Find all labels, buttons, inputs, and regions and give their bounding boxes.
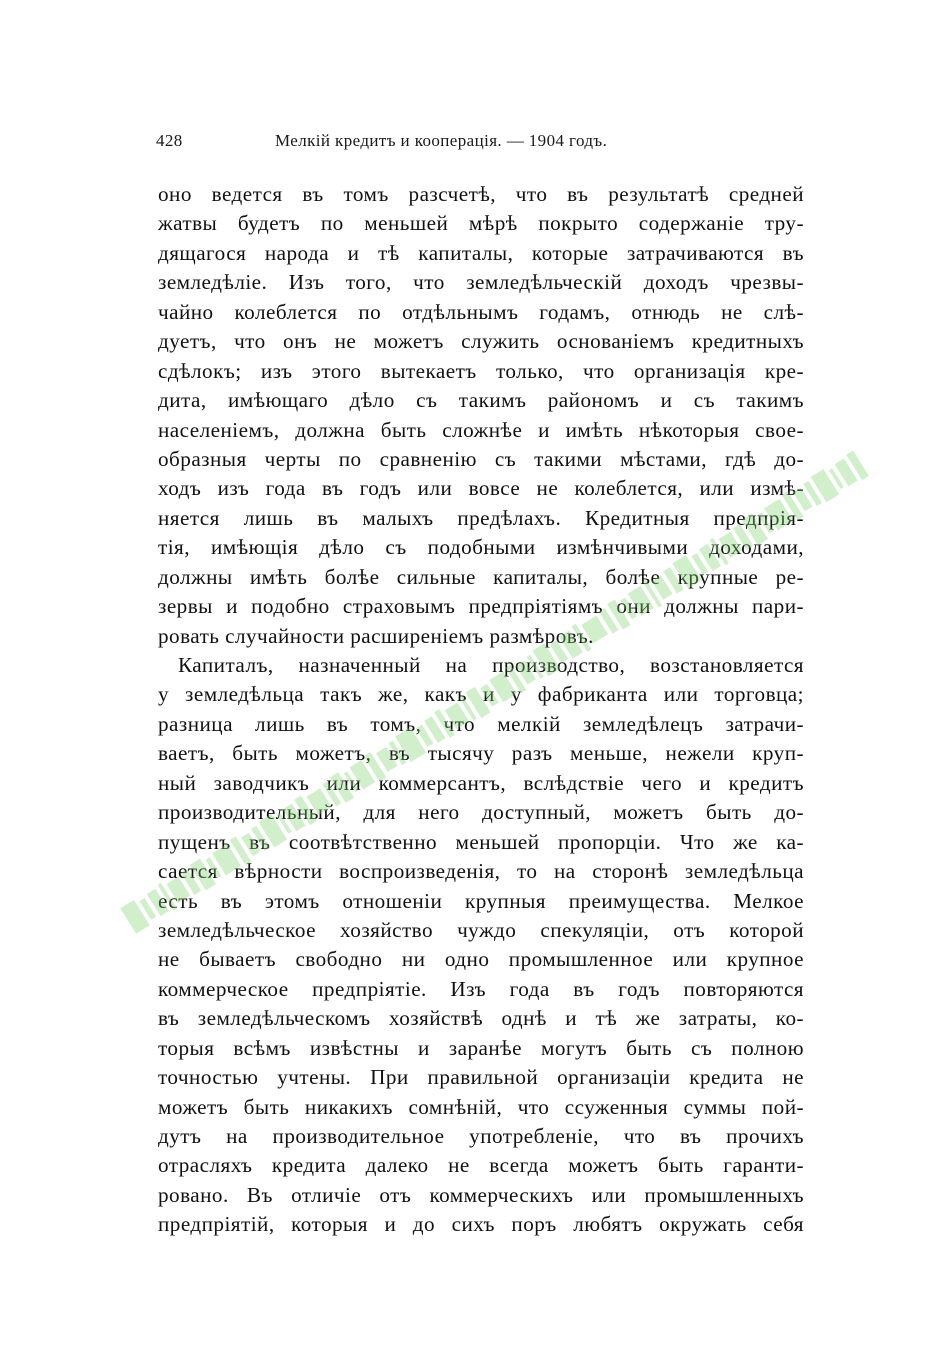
- text-line: ный заводчикъ или коммерсантъ, вслѣдствіе чего и кредитъ: [158, 770, 804, 795]
- paragraph-2: [158, 651, 804, 1240]
- text-line: пущенъ въ соотвѣтственно меньшей пропорціи. Что же ка-: [158, 829, 804, 854]
- text-line: земледѣльческое хозяйство чуждо спекуляціи, отъ которой: [158, 917, 804, 942]
- text-line: отрасляхъ кредита далеко не всегда можетъ быть гаранти-: [158, 1153, 804, 1178]
- text-line: зервы и подобно страховымъ предпріятіямъ они должны пари-: [158, 594, 804, 619]
- text-line: ходъ изъ года въ годъ или вовсе не колеблется, или измѣ-: [158, 476, 804, 501]
- text-line: земледѣліе. Изъ того, что земледѣльческій доходъ чрезвы-: [158, 270, 804, 295]
- text-line: чайно колеблется по отдѣльнымъ годамъ, отнюдь не слѣ-: [158, 299, 804, 324]
- page-header: [156, 131, 806, 155]
- text-line: тія, имѣющія дѣло съ подобными измѣнчивыми доходами,: [158, 535, 804, 560]
- text-line: производительный, для него доступный, можетъ быть до-: [158, 800, 804, 825]
- text-line: ваетъ, быть можетъ, въ тысячу разъ меньше, нежели круп-: [158, 741, 804, 766]
- text-line: ровано. Въ отличіе отъ коммерческихъ или промышленныхъ: [158, 1182, 804, 1207]
- text-line: дуетъ, что онъ не можетъ служить основаніемъ кредитныхъ: [158, 329, 804, 354]
- text-line: образныя черты по сравненію съ такими мѣстами, гдѣ до-: [158, 446, 804, 471]
- watermark-mark: [811, 469, 840, 502]
- running-title: Мелкій кредитъ и кооперація. — 1904 годъ.: [275, 131, 608, 150]
- text-line: няется лишь въ малыхъ предѣлахъ. Кредитныя предпрія-: [158, 505, 804, 530]
- text-line: предпріятій, которыя и до сихъ поръ любятъ окружать себя: [158, 1212, 804, 1237]
- paragraph-1: [158, 180, 804, 651]
- text-line: дутъ на производительное употребленіе, что въ прочихъ: [158, 1124, 804, 1148]
- page-number: 428: [156, 131, 183, 150]
- text-line: дящагося народа и тѣ капиталы, которые затрачиваются въ: [158, 240, 804, 265]
- text-line: точностью учтены. При правильной организаціи кредита не: [158, 1065, 804, 1090]
- watermark-mark: [846, 450, 869, 480]
- text-line: ровать случайности расширеніемъ размѣровъ.: [158, 623, 594, 648]
- text-line: торыя всѣмъ извѣстны и заранѣе могутъ быть съ полною: [158, 1035, 804, 1060]
- text-line: должны имѣть болѣе сильные капиталы, болѣе крупные ре-: [158, 564, 804, 589]
- text-line: населеніемъ, должна быть сложнѣе и имѣть нѣкоторыя свое-: [158, 417, 804, 442]
- text-line: Капиталъ, назначенный на производство, возстановляется: [178, 653, 804, 677]
- text-line: можетъ быть никакихъ сомнѣній, что ссуженныя суммы пой-: [158, 1094, 804, 1119]
- text-line: коммерческое предпріятіе. Изъ года въ годъ повторяются: [158, 976, 804, 1001]
- text-line: жатвы будетъ по меньшей мѣрѣ покрыто содержаніе тру-: [158, 211, 804, 236]
- watermark-mark: [120, 900, 149, 934]
- text-line: сдѣлокъ; изъ этого вытекаетъ только, что организація кре-: [158, 358, 804, 383]
- text-line: не бываетъ свободно ни одно промышленное или крупное: [158, 947, 804, 972]
- text-line: оно ведется въ томъ разсчетѣ, что въ результатѣ средней: [158, 182, 804, 206]
- text-line: въ земледѣльческомъ хозяйствѣ однѣ и тѣ же затраты, ко-: [158, 1006, 804, 1031]
- text-line: разница лишь въ томъ, что мелкій земледѣлецъ затрачи-: [158, 711, 804, 736]
- text-line: у земледѣльца такъ же, какъ и у фабриканта или торговца;: [158, 682, 804, 707]
- text-line: есть въ этомъ отношеніи крупныя преимущества. Мелкое: [158, 888, 804, 913]
- text-line: сается вѣрности воспроизведенія, то на сторонѣ земледѣльца: [158, 859, 804, 884]
- watermark-mark: [829, 468, 844, 489]
- body-text: [158, 180, 804, 1240]
- watermark-mark: [835, 459, 858, 487]
- watermark-mark: [139, 898, 156, 920]
- watermark-mark: [803, 481, 822, 506]
- text-line: дита, имѣющаго дѣло съ такимъ райономъ и съ такимъ: [158, 388, 804, 413]
